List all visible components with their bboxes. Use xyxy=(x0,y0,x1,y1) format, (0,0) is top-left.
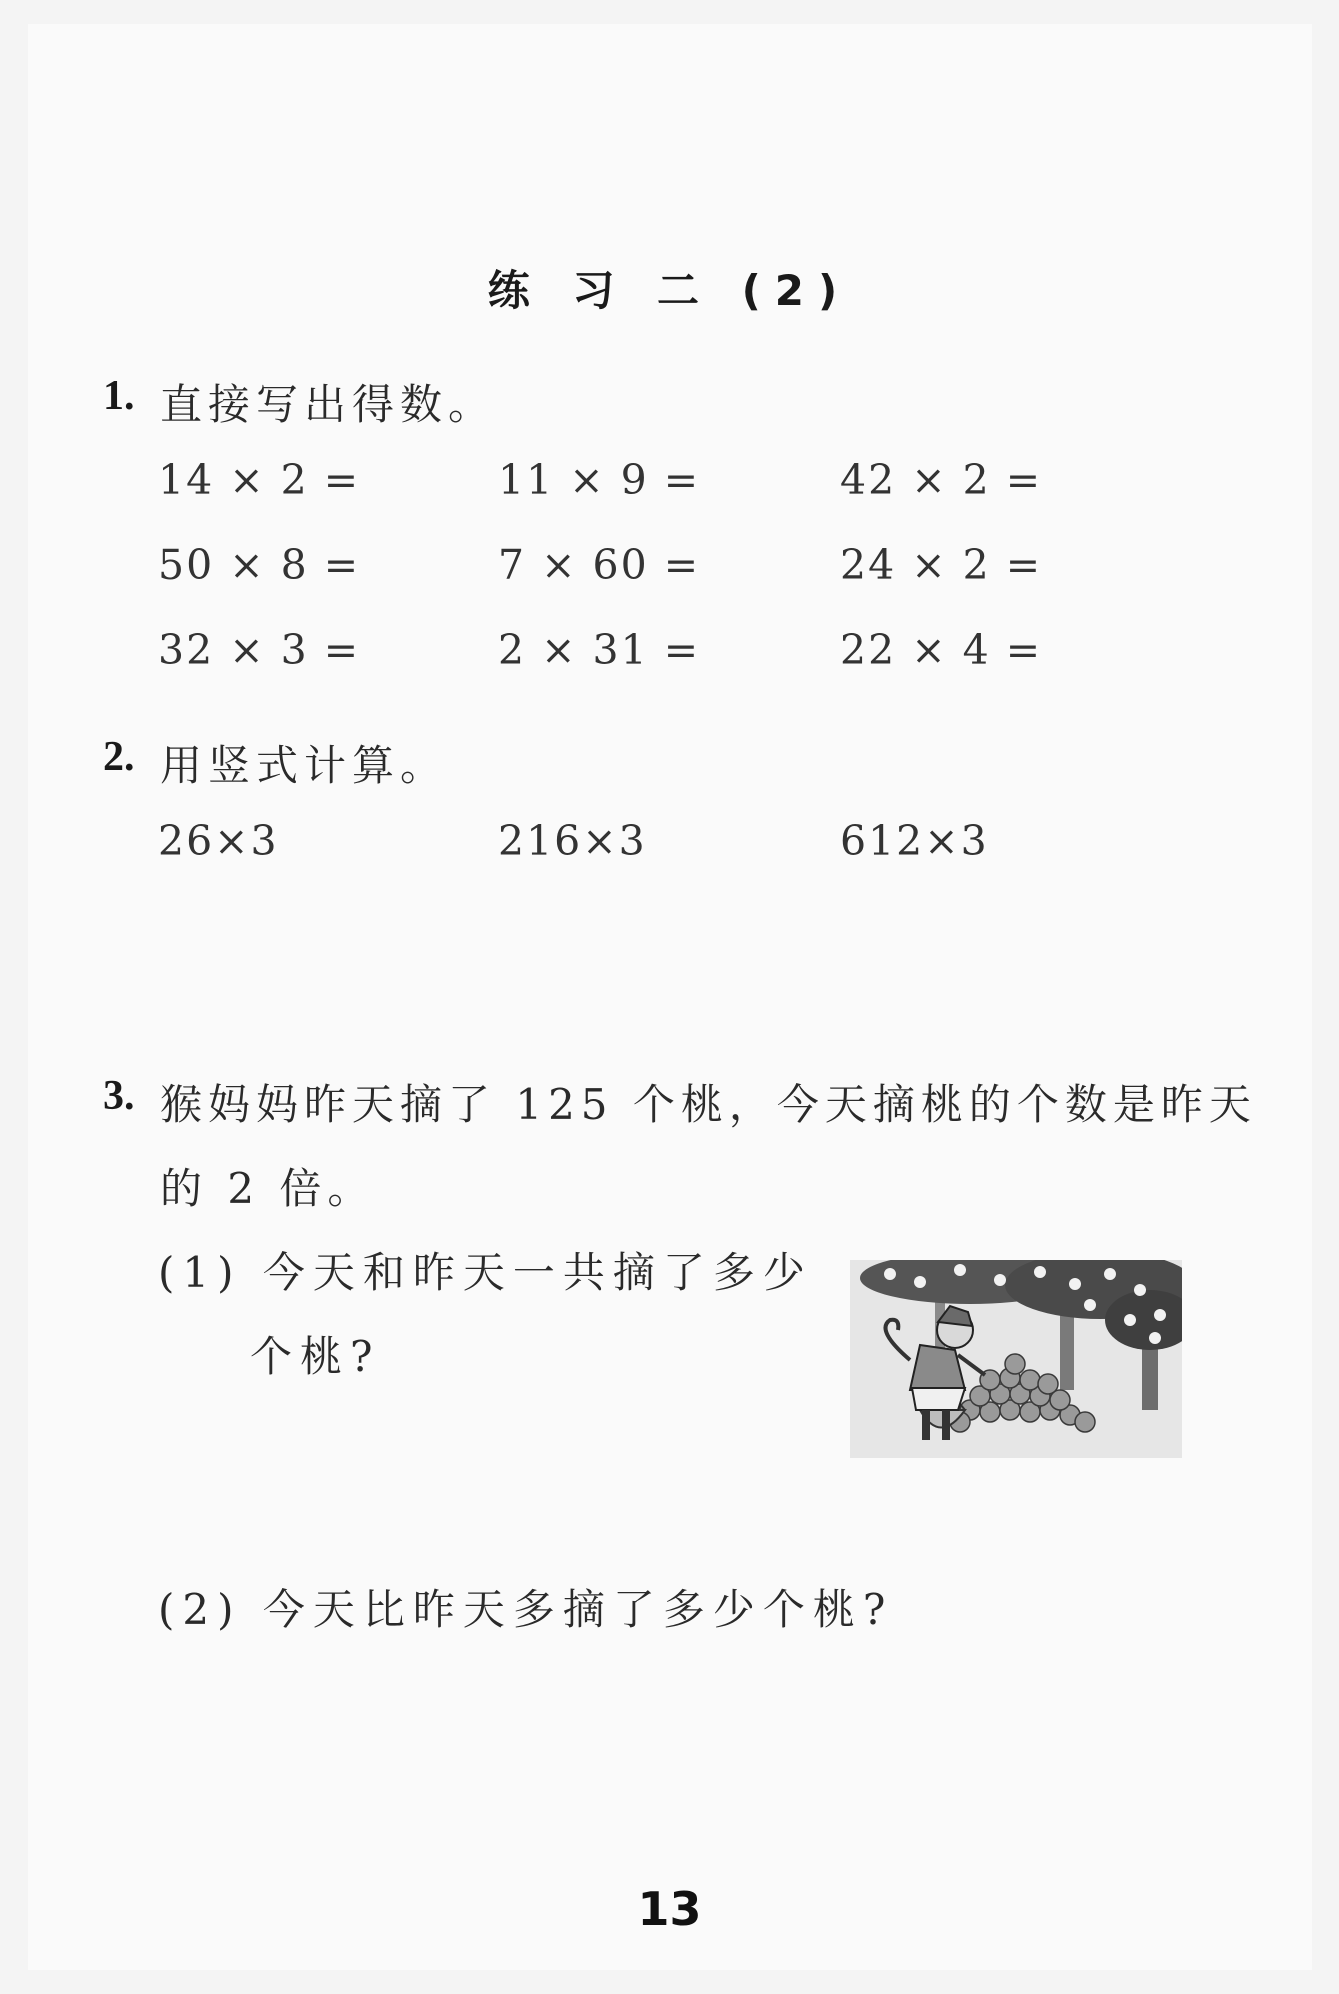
page-title: 练 习 二 (2) xyxy=(487,266,852,315)
q3-sub1-line1: (1) 今天和昨天一共摘了多少 xyxy=(158,1248,813,1297)
q2-item: 26×3 xyxy=(158,817,279,865)
q2-number: 2. xyxy=(103,734,135,780)
q3-number: 3. xyxy=(103,1073,135,1119)
q1-expr: 11 × 9 = xyxy=(498,456,701,504)
q2-item: 216×3 xyxy=(498,817,647,865)
q1-number: 1. xyxy=(103,373,135,419)
q3-sub2: (2) 今天比昨天多摘了多少个桃? xyxy=(158,1585,894,1634)
monkey-picking-peaches-illustration xyxy=(850,1260,1182,1458)
q3-sub1-line2: 个桃? xyxy=(250,1332,381,1381)
q1-expr: 50 × 8 = xyxy=(158,541,361,589)
q1-expr: 42 × 2 = xyxy=(840,456,1043,504)
q1-prompt: 直接写出得数。 xyxy=(160,380,497,429)
q1-expr: 14 × 2 = xyxy=(158,456,361,504)
q1-expr: 22 × 4 = xyxy=(840,626,1043,674)
page-number: 13 xyxy=(637,1882,702,1936)
q1-expr: 32 × 3 = xyxy=(158,626,361,674)
q3-prompt-line1: 猴妈妈昨天摘了 125 个桃，今天摘桃的个数是昨天 xyxy=(160,1080,1257,1129)
q2-prompt: 用竖式计算。 xyxy=(160,741,449,790)
q1-expr: 24 × 2 = xyxy=(840,541,1043,589)
illustration-svg xyxy=(850,1260,1182,1458)
q2-item: 612×3 xyxy=(840,817,989,865)
q1-expr: 2 × 31 = xyxy=(498,626,701,674)
q3-prompt-line2: 的 2 倍。 xyxy=(160,1164,376,1213)
q1-expr: 7 × 60 = xyxy=(498,541,701,589)
